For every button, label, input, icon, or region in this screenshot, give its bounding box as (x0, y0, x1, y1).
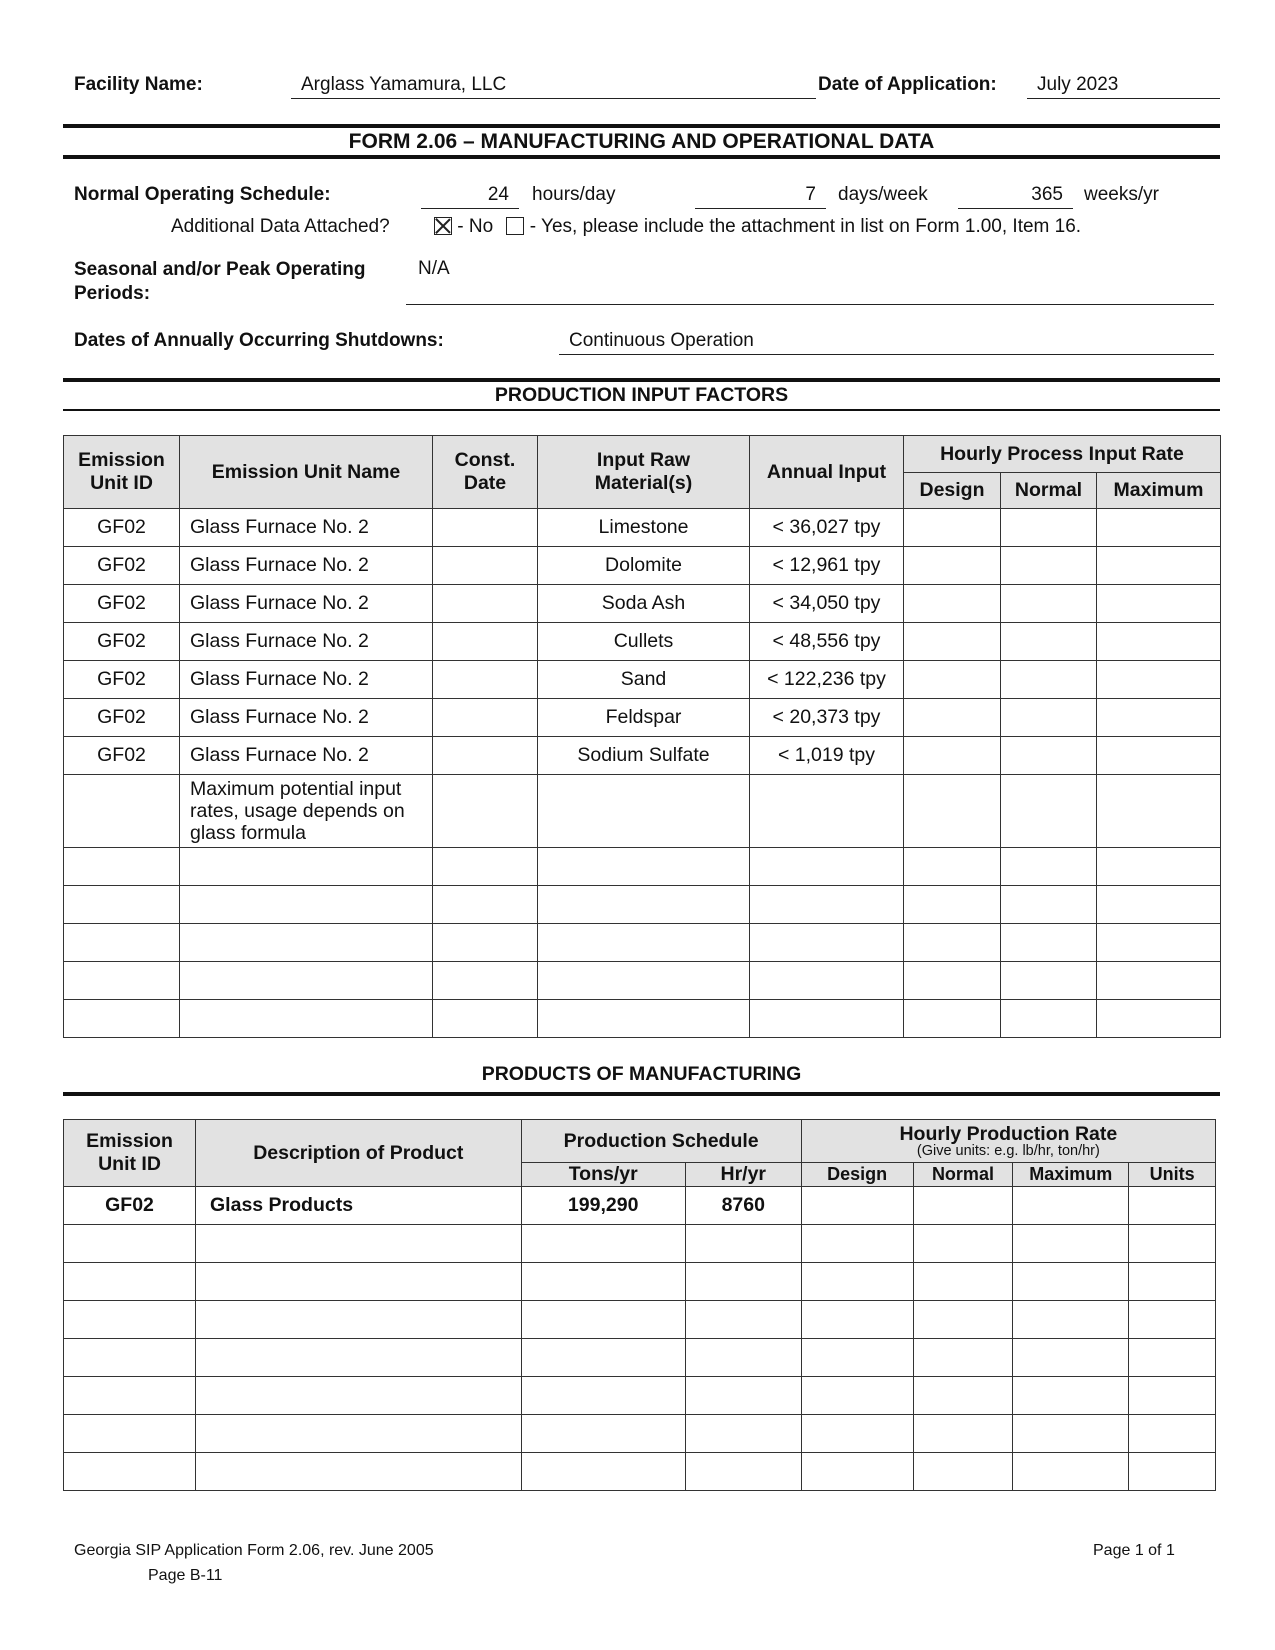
cell-date[interactable] (433, 661, 538, 699)
additional-data-options (434, 216, 1081, 238)
cell-design[interactable] (904, 661, 1001, 699)
cell-tons[interactable] (521, 1377, 685, 1415)
cell-date[interactable] (433, 962, 538, 1000)
hourly-production-rate-label: Hourly Production Rate (899, 1122, 1118, 1145)
cell-maximum[interactable] (1097, 661, 1221, 699)
date-of-application-field[interactable]: July 2023 (1027, 74, 1220, 99)
cell-design[interactable] (904, 737, 1001, 775)
cell-design[interactable] (904, 775, 1001, 848)
shutdowns-field[interactable]: Continuous Operation (559, 330, 1214, 355)
cell-tons[interactable] (521, 1301, 685, 1339)
cell-annual[interactable] (750, 1000, 904, 1038)
cell-hours[interactable] (685, 1377, 801, 1415)
cell-annual[interactable] (750, 848, 904, 886)
additional-data-label: Additional Data Attached? (171, 216, 390, 237)
cell-id[interactable] (64, 1301, 196, 1339)
title-rule-top (63, 124, 1220, 128)
cell-normal[interactable] (1001, 547, 1097, 585)
cell-normal[interactable] (913, 1187, 1013, 1225)
cell-design[interactable] (801, 1415, 913, 1453)
cell-material[interactable] (538, 1000, 750, 1038)
prod-col-maximum: Maximum (1013, 1163, 1129, 1187)
cell-design[interactable] (801, 1301, 913, 1339)
cell-maximum[interactable] (1013, 1415, 1129, 1453)
days-per-week-field[interactable]: 7 (695, 184, 826, 209)
cell-design[interactable] (904, 886, 1001, 924)
hours-per-day-unit: hours/day (532, 184, 616, 205)
table-row (64, 924, 1221, 962)
cell-design[interactable] (801, 1225, 913, 1263)
prod-col-emission-unit-id: Emission Unit ID (64, 1120, 196, 1187)
cell-hours[interactable] (685, 1301, 801, 1339)
yes-option-label: - Yes, please include the attachment in list on Form 1.00, Item 16. (529, 216, 1082, 237)
table-row (64, 886, 1221, 924)
cell-id[interactable]: GF02 (64, 737, 180, 775)
cell-normal[interactable] (913, 1301, 1013, 1339)
cell-hours[interactable] (685, 1263, 801, 1301)
cell-name[interactable]: Maximum potential input rates, usage depends on glass formula (180, 775, 433, 848)
operating-schedule-label: Normal Operating Schedule: (74, 184, 331, 205)
cell-tons[interactable]: 199,290 (521, 1187, 685, 1225)
cell-annual[interactable] (750, 962, 904, 1000)
cell-id[interactable]: GF02 (64, 699, 180, 737)
hourly-production-rate-note: (Give units: e.g. lb/hr, ton/hr) (916, 1142, 1100, 1159)
cell-name[interactable]: Glass Furnace No. 2 (180, 585, 433, 623)
seasonal-peak-underline (406, 280, 1214, 305)
cell-material[interactable] (538, 775, 750, 848)
cell-date[interactable] (433, 737, 538, 775)
cell-id[interactable] (64, 848, 180, 886)
cell-name[interactable] (180, 924, 433, 962)
cell-units[interactable] (1129, 1377, 1216, 1415)
cell-date[interactable] (433, 623, 538, 661)
table-row (64, 848, 1221, 886)
cell-normal[interactable] (1001, 661, 1097, 699)
cell-design[interactable] (801, 1187, 913, 1225)
facility-name-field[interactable]: Arglass Yamamura, LLC (291, 74, 816, 99)
table-row (64, 1301, 1216, 1339)
cell-maximum[interactable] (1013, 1225, 1129, 1263)
cell-maximum[interactable] (1097, 924, 1221, 962)
table-row (64, 1415, 1216, 1453)
seasonal-label-line1: Seasonal and/or Peak Operating (74, 259, 366, 280)
cell-tons[interactable] (521, 1453, 685, 1491)
cell-annual[interactable]: < 36,027 tpy (750, 509, 904, 547)
cell-design[interactable] (904, 1000, 1001, 1038)
cell-id[interactable]: GF02 (64, 661, 180, 699)
cell-units[interactable] (1129, 1339, 1216, 1377)
cell-date[interactable] (433, 775, 538, 848)
col-input-raw-material: Input Raw Material(s) (538, 436, 750, 509)
cell-hours[interactable] (685, 1415, 801, 1453)
cell-design[interactable] (801, 1339, 913, 1377)
cell-description[interactable] (196, 1377, 522, 1415)
cell-design[interactable] (904, 962, 1001, 1000)
input-factors-rule-bottom (63, 409, 1220, 411)
input-factors-table (63, 435, 1221, 1038)
cell-id[interactable]: GF02 (64, 1187, 196, 1225)
prod-col-units: Units (1129, 1163, 1216, 1187)
cell-material[interactable] (538, 924, 750, 962)
cell-maximum[interactable] (1013, 1263, 1129, 1301)
cell-design[interactable] (801, 1453, 913, 1491)
cell-material[interactable] (538, 962, 750, 1000)
cell-annual[interactable]: < 122,236 tpy (750, 661, 904, 699)
cell-id[interactable]: GF02 (64, 623, 180, 661)
cell-design[interactable] (904, 585, 1001, 623)
cell-tons[interactable] (521, 1339, 685, 1377)
cell-description[interactable] (196, 1453, 522, 1491)
cell-annual[interactable] (750, 886, 904, 924)
cell-normal[interactable] (1001, 623, 1097, 661)
cell-id[interactable] (64, 1415, 196, 1453)
table-row (64, 775, 1221, 848)
table-row (64, 1000, 1221, 1038)
cell-units[interactable] (1129, 1263, 1216, 1301)
shutdowns-label: Dates of Annually Occurring Shutdowns: (74, 330, 444, 351)
cell-description[interactable] (196, 1339, 522, 1377)
cell-id[interactable] (64, 924, 180, 962)
seasonal-peak-label (74, 258, 365, 306)
col-normal: Normal (1001, 473, 1097, 509)
table-row (64, 1339, 1216, 1377)
cell-material[interactable]: Cullets (538, 623, 750, 661)
cell-id[interactable] (64, 962, 180, 1000)
table-row (64, 1187, 1216, 1225)
cell-id[interactable] (64, 1377, 196, 1415)
products-title: PRODUCTS OF MANUFACTURING (481, 1063, 802, 1085)
prod-col-design: Design (801, 1163, 913, 1187)
cell-name[interactable]: Glass Furnace No. 2 (180, 737, 433, 775)
cell-date[interactable] (433, 585, 538, 623)
cell-design[interactable] (904, 509, 1001, 547)
cell-name[interactable]: Glass Furnace No. 2 (180, 547, 433, 585)
cell-id[interactable] (64, 886, 180, 924)
seasonal-label-line2: Periods: (74, 283, 151, 304)
cell-material[interactable]: Limestone (538, 509, 750, 547)
table-row (64, 623, 1221, 661)
cell-maximum[interactable] (1097, 699, 1221, 737)
hours-per-day-field[interactable]: 24 (421, 184, 519, 209)
cell-date[interactable] (433, 547, 538, 585)
cell-design[interactable] (904, 848, 1001, 886)
cell-maximum[interactable] (1013, 1301, 1129, 1339)
facility-name-label: Facility Name: (74, 74, 203, 95)
table-row (64, 962, 1221, 1000)
cell-date[interactable] (433, 924, 538, 962)
title-rule-bottom (63, 155, 1220, 159)
cell-id[interactable] (64, 1225, 196, 1263)
col-annual-input: Annual Input (750, 436, 904, 509)
table-row (64, 699, 1221, 737)
table-row (64, 1225, 1216, 1263)
cell-maximum[interactable] (1097, 962, 1221, 1000)
col-emission-unit-name: Emission Unit Name (180, 436, 433, 509)
cell-maximum[interactable] (1097, 1000, 1221, 1038)
cell-name[interactable]: Glass Furnace No. 2 (180, 509, 433, 547)
cell-maximum[interactable] (1097, 547, 1221, 585)
cell-annual[interactable] (750, 924, 904, 962)
col-maximum: Maximum (1097, 473, 1221, 509)
cell-design[interactable] (904, 924, 1001, 962)
cell-id[interactable]: GF02 (64, 547, 180, 585)
date-of-application-label: Date of Application: (818, 74, 997, 95)
footer-page-count: Page 1 of 1 (1093, 1542, 1175, 1559)
cell-annual[interactable] (750, 775, 904, 848)
col-design: Design (904, 473, 1001, 509)
cell-name[interactable] (180, 1000, 433, 1038)
table-row (64, 661, 1221, 699)
cell-tons[interactable] (521, 1263, 685, 1301)
cell-name[interactable]: Glass Furnace No. 2 (180, 661, 433, 699)
cell-annual[interactable]: < 20,373 tpy (750, 699, 904, 737)
cell-annual[interactable]: < 34,050 tpy (750, 585, 904, 623)
days-per-week-unit: days/week (838, 184, 928, 205)
weeks-per-year-field[interactable]: 365 (958, 184, 1073, 209)
table-row (64, 1453, 1216, 1491)
cell-design[interactable] (904, 699, 1001, 737)
table-row (64, 737, 1221, 775)
cell-material[interactable]: Feldspar (538, 699, 750, 737)
cell-description[interactable] (196, 1415, 522, 1453)
cell-normal[interactable] (913, 1415, 1013, 1453)
cell-maximum[interactable] (1013, 1377, 1129, 1415)
yes-checkbox[interactable] (506, 217, 524, 235)
cell-hours[interactable] (685, 1339, 801, 1377)
cell-annual[interactable]: < 12,961 tpy (750, 547, 904, 585)
cell-units[interactable] (1129, 1415, 1216, 1453)
cell-id[interactable] (64, 775, 180, 848)
cell-maximum[interactable] (1097, 509, 1221, 547)
input-factors-rule-top (63, 378, 1220, 382)
cell-maximum[interactable] (1097, 623, 1221, 661)
cell-name[interactable] (180, 886, 433, 924)
cell-normal[interactable] (1001, 585, 1097, 623)
cell-normal[interactable] (913, 1339, 1013, 1377)
cell-id[interactable]: GF02 (64, 509, 180, 547)
form-title: FORM 2.06 – MANUFACTURING AND OPERATIONAL DATA (348, 130, 935, 153)
cell-normal[interactable] (1001, 699, 1097, 737)
cell-units[interactable] (1129, 1453, 1216, 1491)
prod-col-tons-yr: Tons/yr (521, 1163, 685, 1187)
cell-tons[interactable] (521, 1415, 685, 1453)
cell-name[interactable] (180, 962, 433, 1000)
cell-units[interactable] (1129, 1301, 1216, 1339)
cell-date[interactable] (433, 699, 538, 737)
cell-date[interactable] (433, 886, 538, 924)
cell-maximum[interactable] (1013, 1187, 1129, 1225)
cell-id[interactable] (64, 1263, 196, 1301)
cell-date[interactable] (433, 509, 538, 547)
cell-date[interactable] (433, 1000, 538, 1038)
cell-design[interactable] (801, 1263, 913, 1301)
cell-maximum[interactable] (1097, 585, 1221, 623)
table-row (64, 547, 1221, 585)
cell-description[interactable] (196, 1225, 522, 1263)
cell-units[interactable] (1129, 1187, 1216, 1225)
table-row (64, 1377, 1216, 1415)
cell-maximum[interactable] (1013, 1453, 1129, 1491)
cell-normal[interactable] (1001, 886, 1097, 924)
cell-design[interactable] (904, 547, 1001, 585)
table-row (64, 1263, 1216, 1301)
cell-maximum[interactable] (1013, 1339, 1129, 1377)
cell-material[interactable]: Dolomite (538, 547, 750, 585)
cell-normal[interactable] (913, 1377, 1013, 1415)
cell-normal[interactable] (1001, 924, 1097, 962)
cell-normal[interactable] (1001, 509, 1097, 547)
cell-material[interactable] (538, 886, 750, 924)
cell-annual[interactable]: < 48,556 tpy (750, 623, 904, 661)
cell-material[interactable]: Sodium Sulfate (538, 737, 750, 775)
cell-tons[interactable] (521, 1225, 685, 1263)
no-checkbox[interactable] (434, 217, 452, 235)
table-row (64, 509, 1221, 547)
cell-name[interactable] (180, 848, 433, 886)
col-emission-unit-id: Emission Unit ID (64, 436, 180, 509)
products-rule (63, 1092, 1220, 1096)
cell-maximum[interactable] (1097, 737, 1221, 775)
prod-col-normal: Normal (913, 1163, 1013, 1187)
seasonal-peak-value[interactable]: N/A (418, 258, 450, 279)
footer-page-reference: Page B-11 (148, 1567, 223, 1584)
cell-annual[interactable]: < 1,019 tpy (750, 737, 904, 775)
prod-col-hourly-production-rate (801, 1120, 1215, 1163)
cell-normal[interactable] (1001, 962, 1097, 1000)
cell-id[interactable] (64, 1000, 180, 1038)
cell-hours[interactable] (685, 1225, 801, 1263)
cell-description[interactable] (196, 1263, 522, 1301)
cell-material[interactable] (538, 848, 750, 886)
table-row (64, 585, 1221, 623)
cell-normal[interactable] (913, 1453, 1013, 1491)
cell-normal[interactable] (913, 1263, 1013, 1301)
weeks-per-year-unit: weeks/yr (1084, 184, 1159, 205)
col-hourly-process-input-rate: Hourly Process Input Rate (904, 436, 1221, 473)
cell-material[interactable]: Soda Ash (538, 585, 750, 623)
cell-normal[interactable] (913, 1225, 1013, 1263)
col-const-date: Const. Date (433, 436, 538, 509)
cell-name[interactable]: Glass Furnace No. 2 (180, 699, 433, 737)
cell-units[interactable] (1129, 1225, 1216, 1263)
cell-id[interactable]: GF02 (64, 585, 180, 623)
cell-id[interactable] (64, 1339, 196, 1377)
no-option-label: - No (457, 216, 494, 237)
cell-normal[interactable] (1001, 1000, 1097, 1038)
cell-description[interactable]: Glass Products (196, 1187, 522, 1225)
cell-maximum[interactable] (1097, 886, 1221, 924)
cell-id[interactable] (64, 1453, 196, 1491)
cell-material[interactable]: Sand (538, 661, 750, 699)
prod-col-hr-yr: Hr/yr (685, 1163, 801, 1187)
cell-normal[interactable] (1001, 737, 1097, 775)
prod-col-production-schedule: Production Schedule (521, 1120, 801, 1163)
cell-design[interactable] (904, 623, 1001, 661)
products-table (63, 1119, 1216, 1491)
cell-hours[interactable] (685, 1453, 801, 1491)
footer-form-reference: Georgia SIP Application Form 2.06, rev. June 2005 (74, 1542, 434, 1559)
cell-normal[interactable] (1001, 775, 1097, 848)
cell-design[interactable] (801, 1377, 913, 1415)
cell-normal[interactable] (1001, 848, 1097, 886)
cell-date[interactable] (433, 848, 538, 886)
prod-col-description: Description of Product (196, 1120, 522, 1187)
cell-name[interactable]: Glass Furnace No. 2 (180, 623, 433, 661)
cell-maximum[interactable] (1097, 775, 1221, 848)
cell-maximum[interactable] (1097, 848, 1221, 886)
cell-hours[interactable]: 8760 (685, 1187, 801, 1225)
input-factors-title: PRODUCTION INPUT FACTORS (494, 384, 789, 406)
cell-description[interactable] (196, 1301, 522, 1339)
